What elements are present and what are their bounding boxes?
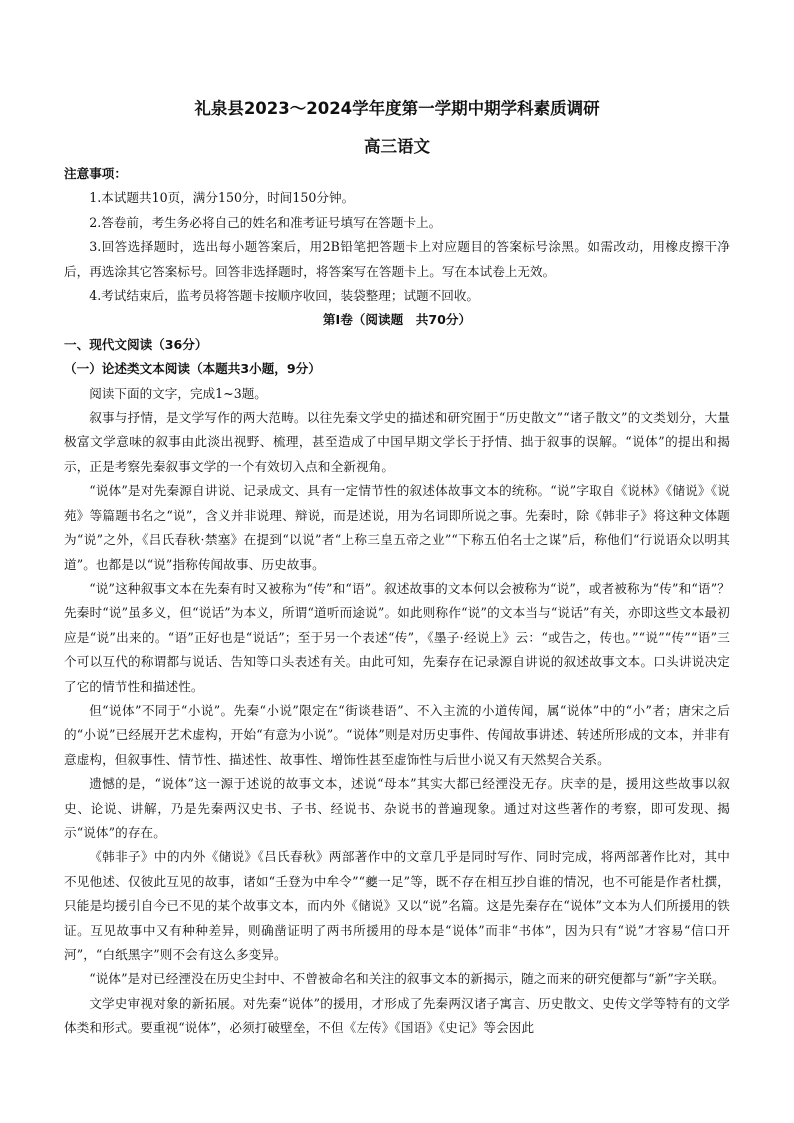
notice-heading: 注意事项： — [64, 166, 127, 181]
passage-paragraph: 但“说体”不同于“小说”。先秦“小说”限定在“街谈巷语”、不入主流的小道传闻，属“说体”中的“小”者；唐宋之后的“小说”已经展开艺术虚构，开始“有意为小说”。“说体”则是对历史事件、传闻故事讲述、转述所形成的文本，并非有意虚构，但叙事性、情节性、描述性、故事性、增饰性甚至虚饰性与后世小说又有天然契合关系。 — [64, 702, 730, 767]
exam-title: 礼泉县2023～2024学年度第一学期中期学科素质调研 — [194, 99, 600, 118]
passage-paragraph: 文学史审视对象的新拓展。对先秦“说体”的援用，才形成了先秦两汉诸子寓言、历史散文、史传文学等特有的文学体类和形式。要重视“说体”，必须打破壁垒，不但《左传》《国语》《史记》等会因此 — [64, 995, 730, 1036]
notice-item: 1.本试题共10页，满分150分，时间150分钟。 — [89, 190, 355, 206]
passage-paragraph: 《韩非子》中的内外《储说》《吕氏春秋》两部著作中的文章几乎是同时写作、同时完成，将两部著作比对，其中不见他述、仅彼此互见的故事，诸如“壬登为中牟令”“夔一足”等，既不存在相互抄自谁的情况，也不可能是作者杜撰，只能是均援引自今已不见的某个故事文本，而内外《储说》又以“说”名篇。这是先秦存在“说体”文本为人们所援用的铁证。互见故事中又有种种差异，则确凿证明了两书所援用的母本是“说体”而非“书体”，因为只有“说”才容易“信口开河”，“白纸黑字”则不会有这么多变异。 — [64, 849, 730, 962]
passage-paragraph: “说”这种叙事文本在先秦有时又被称为“传”和“语”。叙述故事的文本何以会被称为“说”，或者被称为“传”和“语”？先秦时“说”虽多义，但“说话”为本义，所谓“道听而途说”。如此则称作“说”的文本当与“说话”有关，亦即这些文本最初应是“说”出来的。“语”正好也是“说话”；至于另一个表述“传”，《墨子·经说上》云：“或告之，传也。”“说”“传”“语”三个可以互代的称谓都与说话、告知等口头表述有关。由此可知，先秦存在记录源自讲说的叙述故事文本。口头讲说决定了它的情节性和描述性。 — [64, 580, 730, 694]
part-title: 一、现代文阅读（36分） — [64, 336, 208, 352]
passage-paragraph: 遗憾的是，“说体”这一源于述说的故事文本，述说“母本”其实大都已经湮没无存。庆幸的是，援用这些故事以叙史、论说、讲解，乃是先秦两汉史书、子书、经说书、杂说书的普遍现象。通过对这些著作的考察，即可发现、揭示“说体”的存在。 — [64, 776, 730, 840]
exam-subject: 高三语文 — [364, 137, 430, 156]
notice-item: 3.回答选择题时，选出每小题答案后，用2B铅笔把答题卡上对应题目的答案标号涂黑。如需改动，用橡皮擦干净后，再选涂其它答案标号。回答非选择题时，将答案写在答题卡上。写在本试卷上无效。 — [64, 239, 730, 279]
reading-passage — [64, 406, 730, 1041]
notice-item: 2.答卷前，考生务必将自己的姓名和准考证号填写在答题卡上。 — [89, 214, 442, 230]
reading-instruction: 阅读下面的文字，完成1~3题。 — [89, 385, 267, 401]
sub-section-title: （一）论述类文本阅读（本题共3小题，9分） — [64, 361, 321, 377]
notice-block — [64, 162, 730, 308]
notice-item: 4.考试结束后，监考员将答题卡按顺序收回，装袋整理；试题不回收。 — [89, 288, 480, 304]
passage-paragraph: “说体”是对先秦源自讲说、记录成文、具有一定情节性的叙述体故事文本的统称。“说”字取自《说林》《储说》《说苑》等篇题书名之“说”，含义并非说理、辩说，而是述说，用为名词即所说之事。先秦时，除《韩非子》将这种文体题为“说”之外，《吕氏春秋·禁塞》在提到“以说”者“上称三皇五帝之业”“下称五伯名士之谋”后，称他们“行说语众以明其道”。也都是以“说”指称传闻故事、历史故事。 — [64, 483, 730, 572]
passage-paragraph: “说体”是对已经湮没在历史尘封中、不曾被命名和关注的叙事文本的新揭示，随之而来的研究便都与“新”字关联。 — [89, 971, 725, 987]
passage-paragraph: 叙事与抒情，是文学写作的两大范畴。以往先秦文学史的描述和研究囿于“历史散文”“诸子散文”的文类划分，大量极富文学意味的叙事由此淡出视野、梳理，甚至造成了中国早期文学长于抒情、拙于叙事的误解。“说体”的提出和揭示，正是考察先秦叙事文学的一个有效切入点和全新视角。 — [64, 410, 730, 474]
volume-title: 第Ⅰ卷（阅读题 共70分） — [322, 312, 472, 328]
